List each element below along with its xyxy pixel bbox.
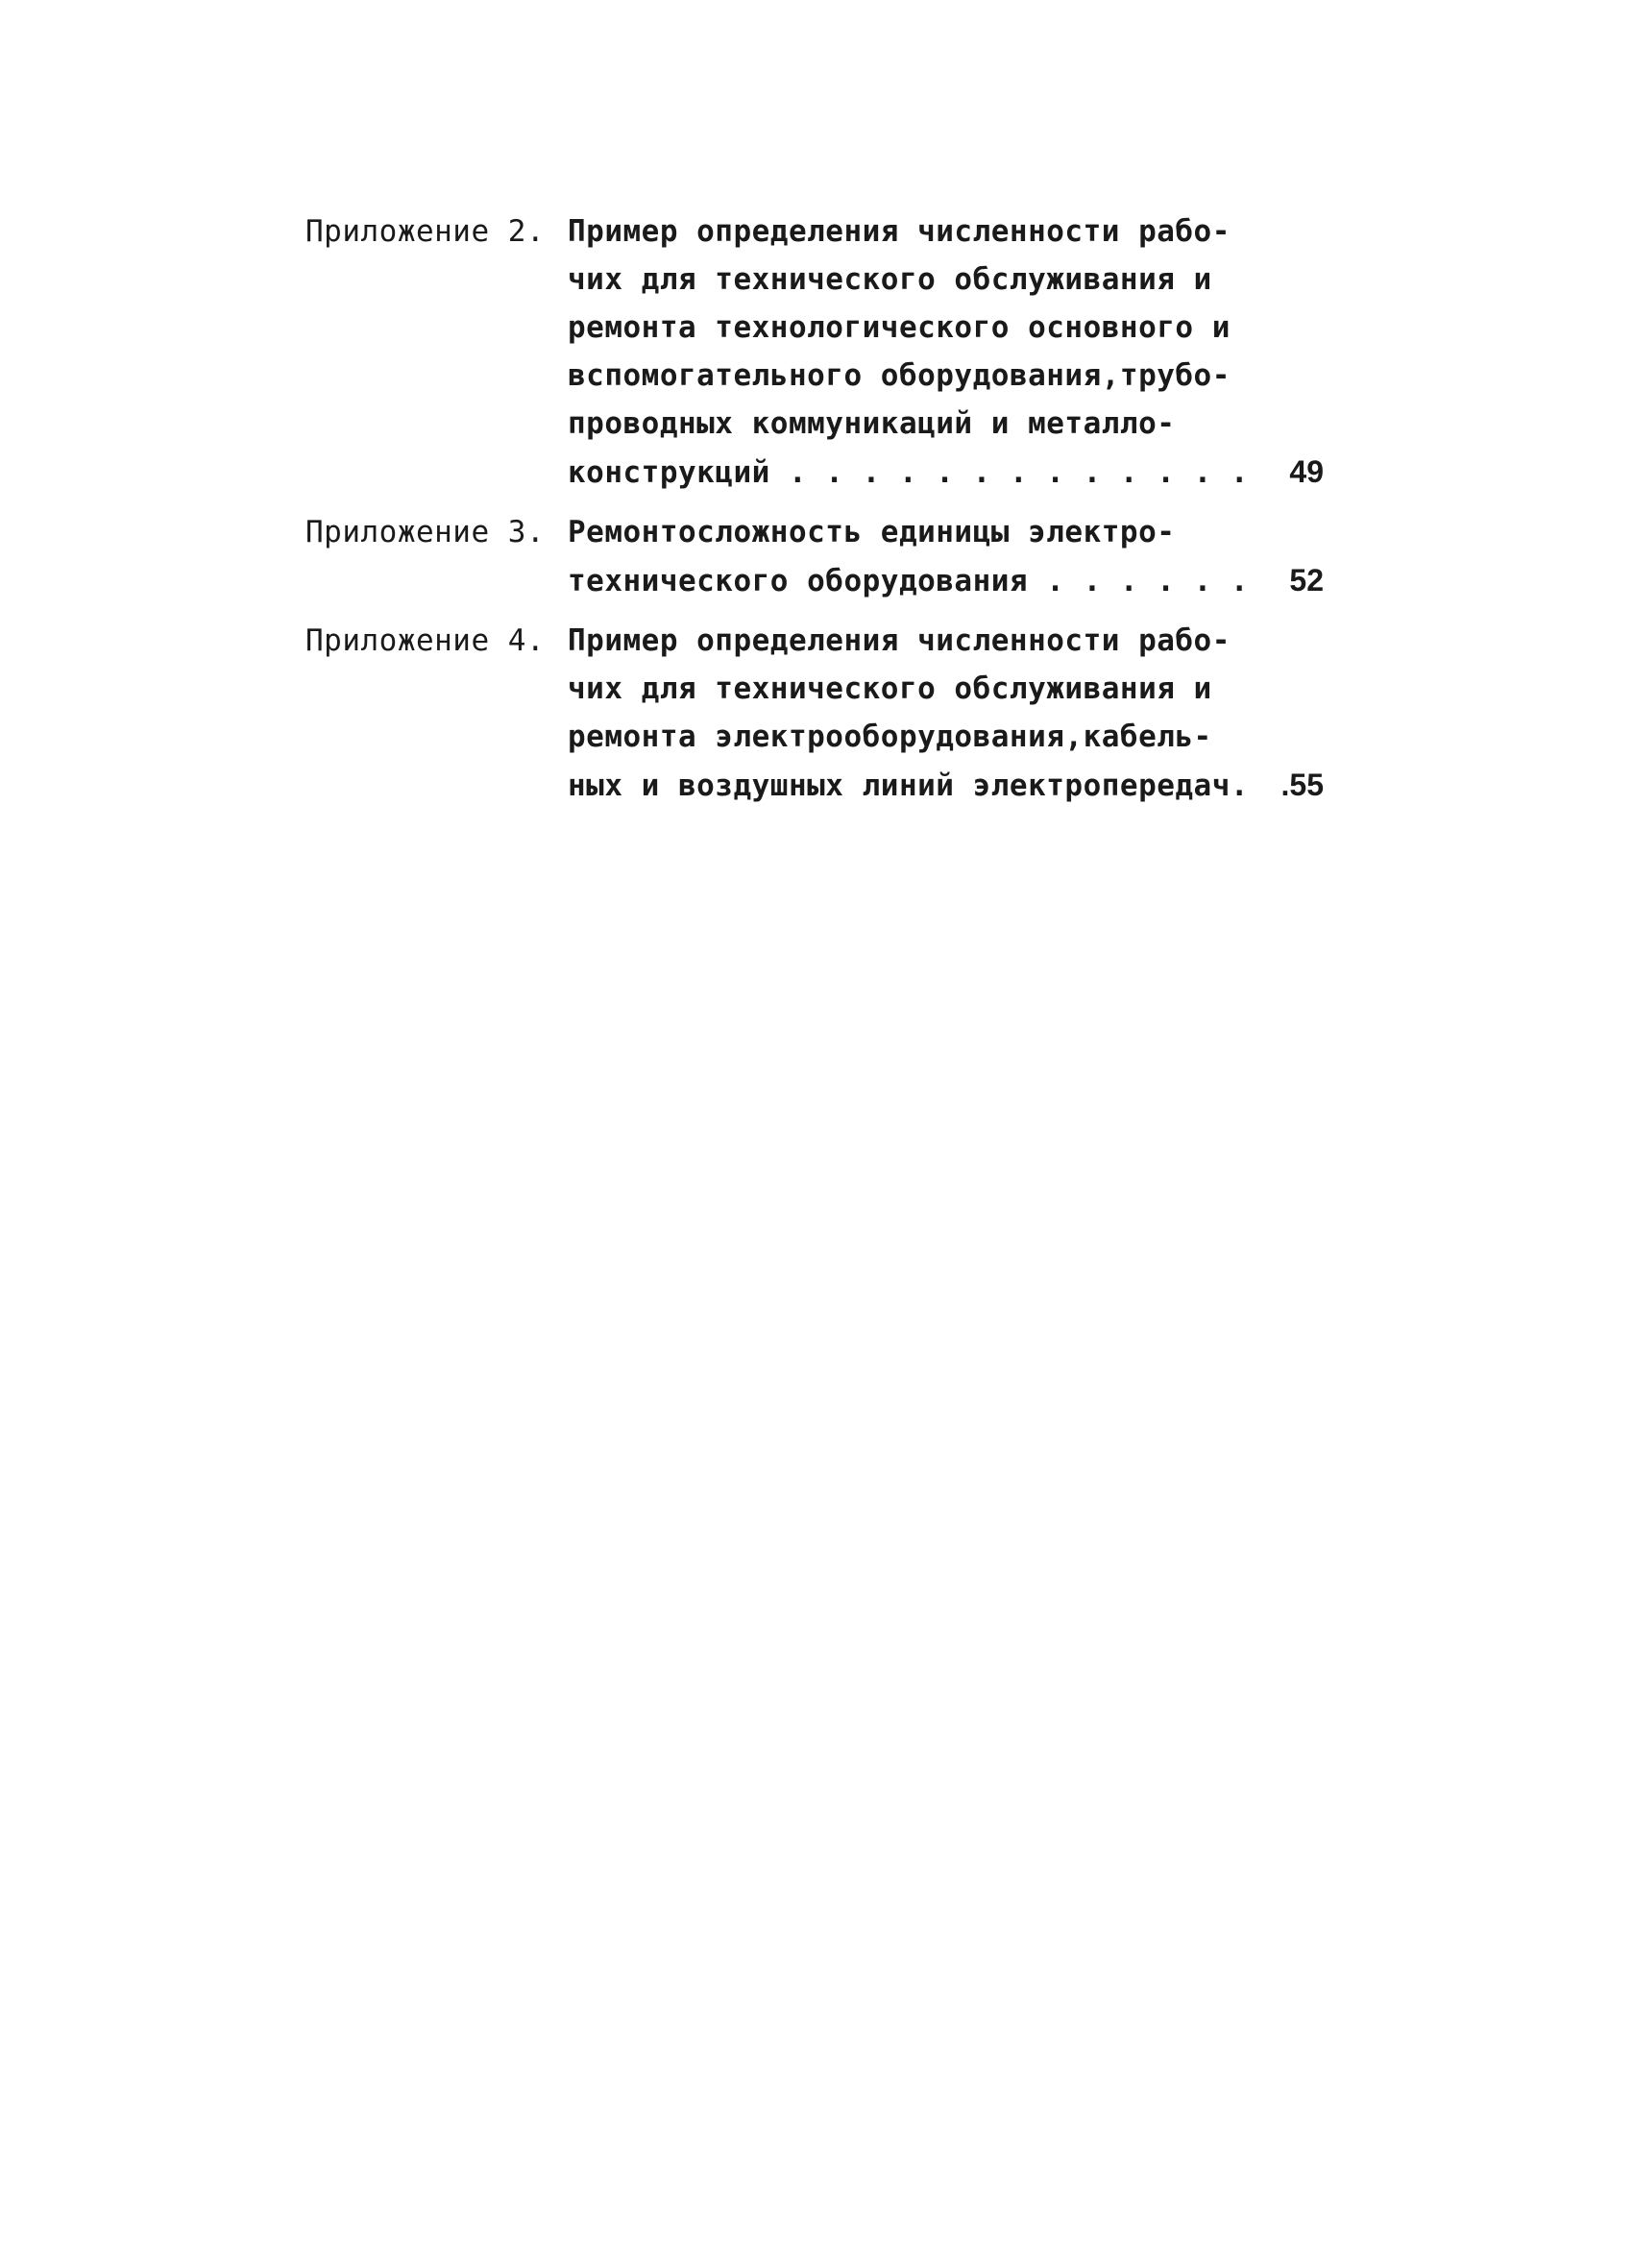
toc-entry-title bbox=[568, 207, 1324, 497]
toc-entry-title-line: проводных коммуникаций и металло- bbox=[568, 406, 1176, 441]
toc-entry-title bbox=[568, 617, 1324, 810]
toc-entry-last-line bbox=[568, 448, 1324, 497]
toc-entry-label: Приложение 2. bbox=[305, 214, 546, 249]
page-number: 49 bbox=[1289, 454, 1324, 489]
page-number: .55 bbox=[1280, 768, 1324, 802]
table-of-contents bbox=[305, 207, 1324, 821]
dot-leaders: . . . . . . . . . . . . . bbox=[769, 455, 1250, 490]
toc-entry-title-line: Пример определения численности рабо- bbox=[568, 214, 1231, 249]
toc-entry-appendix-4 bbox=[305, 617, 1324, 810]
toc-entry-title bbox=[568, 508, 1324, 605]
toc-entry-last-line bbox=[568, 761, 1324, 810]
page-number: 52 bbox=[1289, 563, 1324, 597]
toc-entry-title-line: Пример определения численности рабо- bbox=[568, 623, 1231, 658]
toc-entry-label: Приложение 4. bbox=[305, 623, 546, 658]
toc-entry-appendix-2 bbox=[305, 207, 1324, 497]
toc-entry-last-line bbox=[568, 556, 1324, 605]
toc-entry-appendix-3 bbox=[305, 508, 1324, 605]
toc-entry-title-line: ремонта технологического основного и bbox=[568, 310, 1231, 345]
toc-entry-title-line: Ремонтосложность единицы электро- bbox=[568, 515, 1176, 549]
toc-entry-title-line: технического оборудования bbox=[568, 564, 1029, 598]
toc-entry-title-line: ремонта электрооборудования,кабель- bbox=[568, 719, 1212, 754]
toc-entry-label: Приложение 3. bbox=[305, 515, 546, 549]
dot-leaders: . . . . . . bbox=[1028, 564, 1250, 598]
toc-entry-title-line: чих для технического обслуживания и bbox=[568, 671, 1212, 706]
toc-entry-title-line: ных и воздушных линий электропередач. bbox=[568, 768, 1250, 803]
toc-entry-title-line: чих для технического обслуживания и bbox=[568, 262, 1212, 297]
toc-entry-title-line: конструкций bbox=[568, 455, 770, 490]
toc-entry-title-line: вспомогательного оборудования,трубо- bbox=[568, 358, 1231, 393]
